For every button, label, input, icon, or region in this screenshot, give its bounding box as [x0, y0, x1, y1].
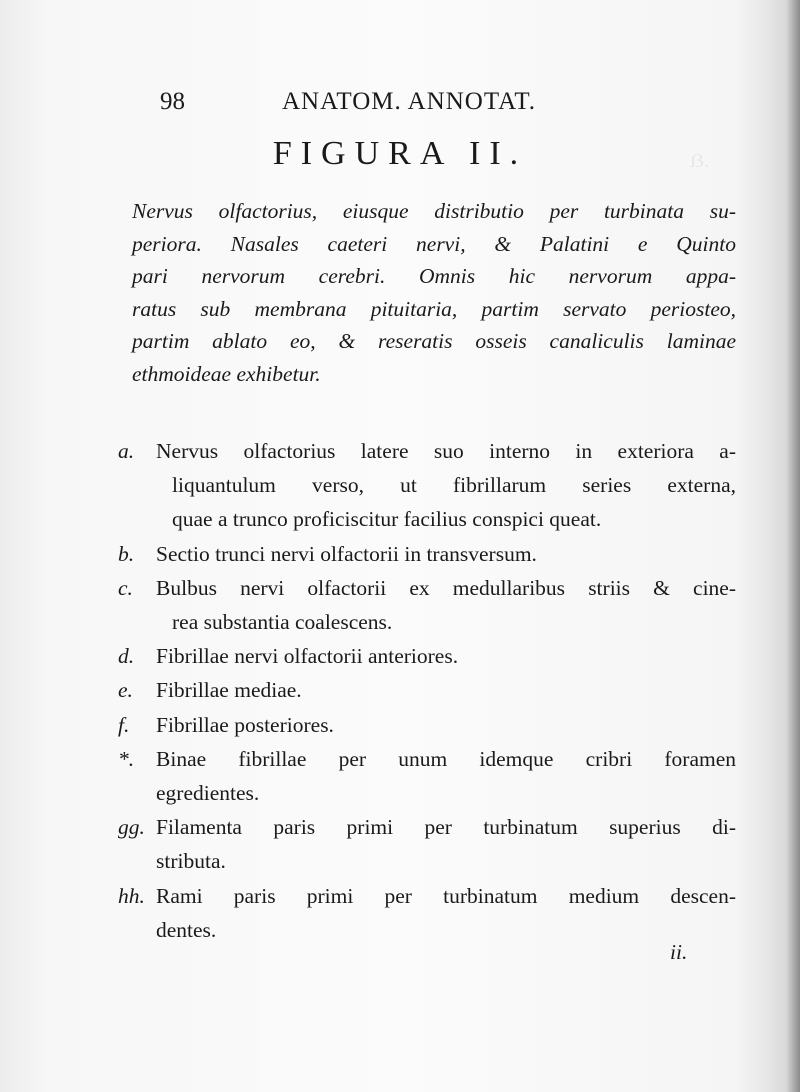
figure-caption — [132, 195, 736, 390]
legend-text: egredientes. — [156, 781, 260, 806]
legend-entry-e — [118, 673, 736, 707]
legend-text: Fibrillae posteriores. — [156, 712, 334, 737]
legend-key: a. — [118, 439, 135, 463]
legend-entry-a — [118, 434, 736, 537]
legend-key: *. — [118, 746, 135, 771]
caption-line: Nervus olfactorius, eiusque distributio per turbinata su- — [132, 199, 736, 223]
legend-text: rea substantia coalescens. — [172, 610, 393, 635]
legend-key: b. — [118, 541, 135, 566]
legend-text: Nervus olfactorius latere suo interno in exteriora a- — [156, 439, 736, 463]
legend-text: Fibrillae mediae. — [156, 678, 302, 703]
legend-key: e. — [118, 678, 133, 703]
legend-text: stributa. — [156, 849, 226, 874]
legend-entry-gg — [118, 810, 736, 878]
legend-text: Fibrillae nervi olfactorii anteriores. — [156, 644, 459, 669]
legend-text: quae a trunco proficiscitur facilius conspici queat. — [172, 507, 602, 532]
legend-entry-asterisk — [118, 742, 736, 810]
legend-entry-hh — [118, 879, 736, 947]
figure-title: FIGURA II. — [272, 135, 528, 172]
legend-key: hh. — [118, 883, 145, 908]
legend-key: f. — [118, 712, 130, 737]
caption-line: pari nervorum cerebri. Omnis hic nervorum appa- — [132, 264, 736, 288]
legend-key: c. — [118, 575, 133, 600]
caption-line: ratus sub membrana pituitaria, partim servato periosteo, — [132, 296, 736, 321]
catchword: ii. — [670, 940, 688, 964]
legend-text: Bulbus nervi olfactorii ex medullaribus striis & cine- — [156, 575, 736, 600]
legend-entry-d — [118, 639, 736, 673]
legend-text: Filamenta paris primi per turbinatum superius di- — [156, 815, 736, 840]
figure-legend — [118, 434, 736, 947]
legend-text: Rami paris primi per turbinatum medium descen- — [156, 883, 736, 908]
running-head: ANATOM. ANNOTAT. — [282, 88, 537, 115]
caption-line: periora. Nasales caeteri nervi, & Palatini e Quinto — [132, 231, 736, 256]
legend-text: liquantulum verso, ut fibrillarum series externa, — [172, 473, 736, 498]
legend-text: Sectio trunci nervi olfactorii in transversum. — [156, 541, 537, 566]
legend-key: d. — [118, 644, 135, 669]
page-number: 98 — [160, 88, 185, 115]
legend-text: Binae fibrillae per unum idemque cribri foramen — [156, 746, 736, 771]
legend-entry-b — [118, 537, 736, 571]
legend-entry-f — [118, 708, 736, 742]
legend-key: gg. — [118, 815, 145, 840]
legend-text: dentes. — [156, 917, 217, 942]
caption-line: partim ablato eo, & reseratis osseis canaliculis laminae — [132, 329, 736, 353]
bleed-through: ẞ. — [690, 150, 710, 172]
legend-entry-c — [118, 571, 736, 639]
caption-line: ethmoideae exhibetur. — [132, 361, 321, 386]
